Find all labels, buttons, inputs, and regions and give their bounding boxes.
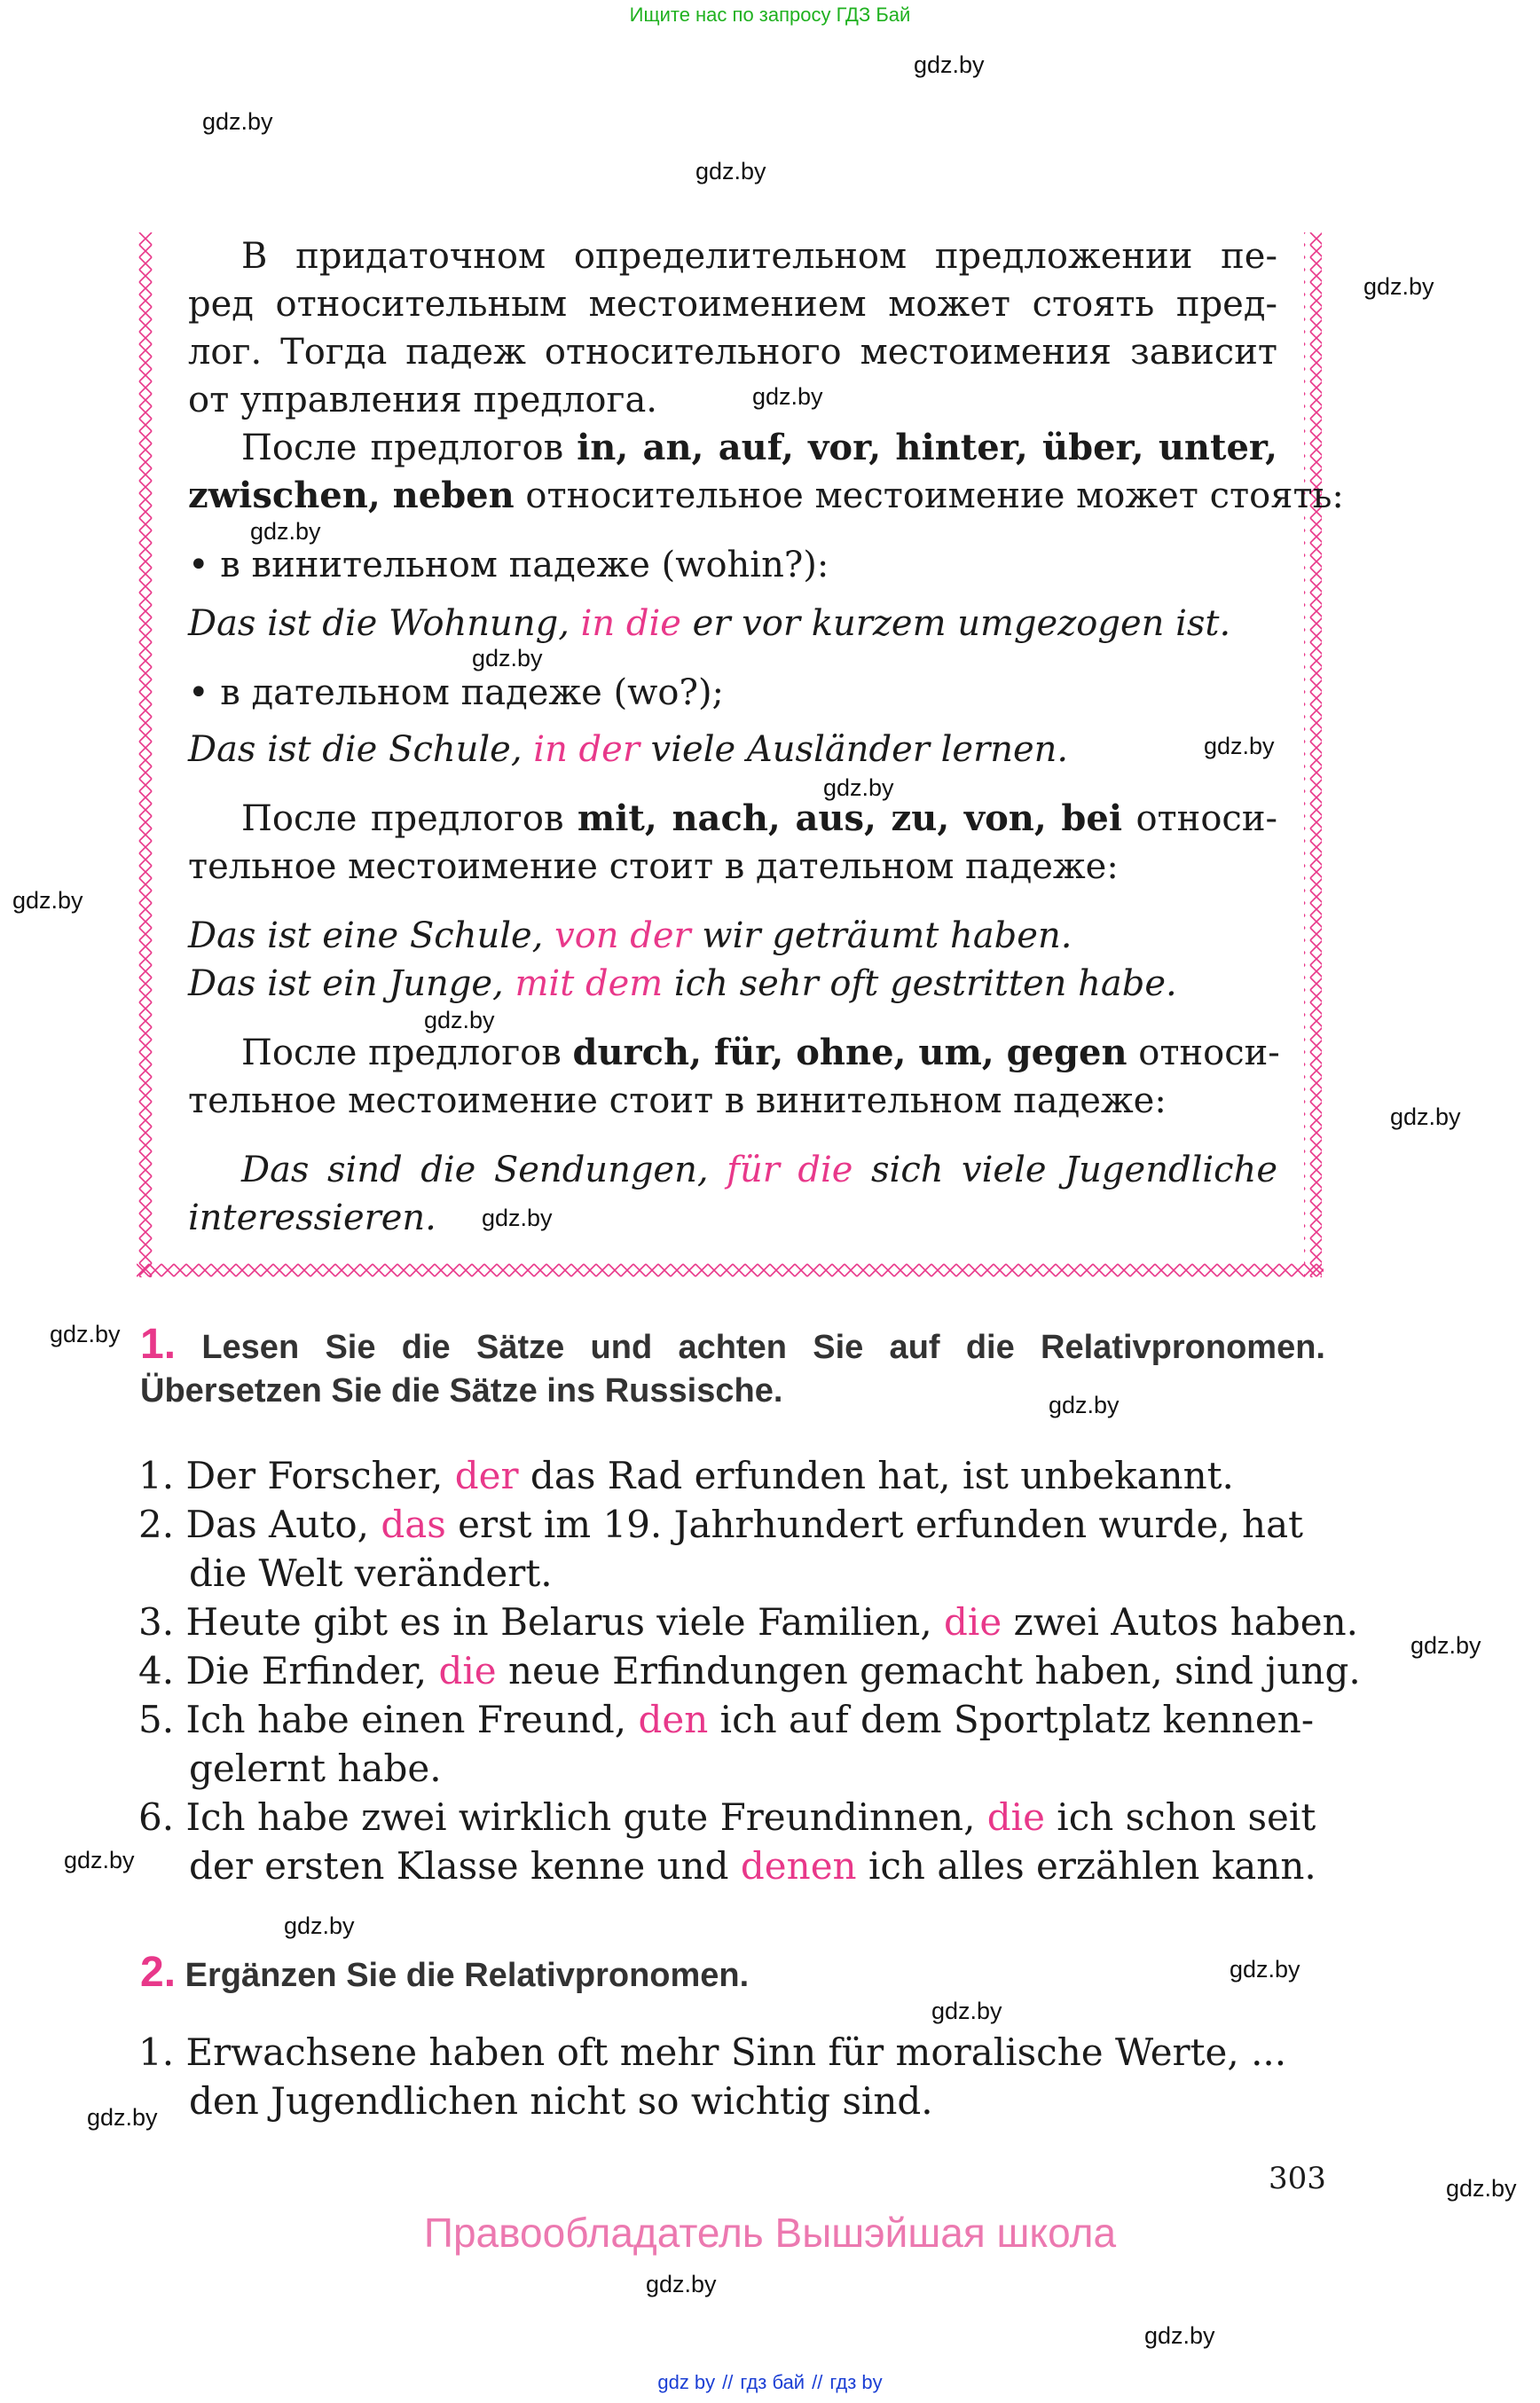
highlighted-pronoun: die bbox=[986, 1795, 1045, 1839]
sentence-continuation: die Welt verändert. bbox=[189, 1551, 553, 1595]
list-item bbox=[138, 1646, 1361, 1696]
sentence-text: ich auf dem Sportplatz kennen- bbox=[708, 1698, 1315, 1741]
exercise-instruction-text: Ergänzen Sie die Relativpronomen. bbox=[185, 1957, 750, 1994]
prepositions-list: in, an, auf, vor, hinter, über, unter, bbox=[577, 427, 1278, 468]
exercise-2-header bbox=[140, 1948, 749, 1997]
watermark: gdz.by bbox=[931, 1998, 1002, 2024]
rule-text: относи- bbox=[1127, 1033, 1280, 1073]
sentence-text: zwei Autos haben. bbox=[1002, 1600, 1358, 1644]
list-item bbox=[138, 1451, 1234, 1501]
rule-paragraph-line: ред относительным местоимением может стоять пред- bbox=[188, 284, 1277, 325]
highlighted-pronoun: in der bbox=[533, 729, 640, 770]
watermark: gdz.by bbox=[424, 1007, 495, 1033]
rule-paragraph-line bbox=[188, 472, 1344, 520]
prepositions-list: durch, für, ohne, um, gegen bbox=[572, 1032, 1128, 1073]
watermark: gdz.by bbox=[12, 887, 83, 914]
example-sentence bbox=[188, 726, 1068, 774]
sentence-text: ich alles erzählen kann. bbox=[856, 1844, 1316, 1888]
rule-paragraph-line: от управления предлога. bbox=[188, 380, 658, 420]
sentence-text: ich schon seit bbox=[1044, 1795, 1316, 1839]
list-item bbox=[138, 2028, 1286, 2077]
copyright-notice: Правообладатель Вышэйшая школа bbox=[423, 2210, 1117, 2256]
watermark: gdz.by bbox=[50, 1321, 121, 1347]
highlighted-pronoun: in die bbox=[580, 603, 681, 644]
sentence-text: Das Auto, bbox=[185, 1503, 381, 1546]
rule-paragraph-line bbox=[188, 1029, 1280, 1077]
example-text: Das sind die Sendungen, bbox=[241, 1150, 727, 1190]
example-sentence bbox=[188, 960, 1177, 1008]
list-item bbox=[138, 1598, 1358, 1647]
sentence-text: Ich habe einen Freund, bbox=[185, 1698, 639, 1741]
example-text: er vor kurzem umgezogen ist. bbox=[680, 603, 1231, 644]
highlighted-pronoun: denen bbox=[740, 1844, 857, 1888]
example-text: viele Ausländer lernen. bbox=[639, 729, 1069, 770]
sentence-text: Die Erfinder, bbox=[185, 1649, 439, 1692]
watermark: gdz.by bbox=[695, 158, 766, 185]
exercise-number: 2. bbox=[140, 1949, 177, 1996]
bullet-accusative: • в винительном падеже (wohin?): bbox=[188, 545, 829, 585]
list-item bbox=[138, 1500, 1303, 1550]
exercise-instruction-text: Lesen Sie die Sätze und achten Sie auf die Relativpronomen. bbox=[201, 1329, 1325, 1366]
example-sentence bbox=[188, 600, 1230, 648]
example-sentence: interessieren. bbox=[188, 1198, 436, 1238]
watermark: gdz.by bbox=[1410, 1632, 1481, 1659]
sentence-continuation: den Jugendlichen nicht so wichtig sind. bbox=[189, 2079, 933, 2123]
example-text: Das ist eine Schule, bbox=[188, 915, 555, 956]
highlighted-pronoun: für die bbox=[727, 1150, 853, 1190]
exercise-number: 1. bbox=[140, 1321, 177, 1368]
list-item bbox=[138, 1793, 1316, 1842]
list-item bbox=[138, 1695, 1314, 1745]
footer-link[interactable]: гдз бай bbox=[740, 2371, 805, 2393]
highlighted-pronoun: der bbox=[454, 1454, 519, 1497]
prepositions-list: mit, nach, aus, zu, von, bei bbox=[577, 797, 1123, 839]
sentence-continuation: gelernt habe. bbox=[189, 1747, 442, 1790]
watermark: gdz.by bbox=[1363, 273, 1434, 300]
item-number: 6. bbox=[138, 1795, 175, 1839]
rule-text: относительное местоимение может стоять: bbox=[514, 475, 1344, 516]
watermark: gdz.by bbox=[1390, 1103, 1461, 1130]
footer-links bbox=[0, 2371, 1540, 2394]
sentence-text: Heute gibt es in Belarus viele Familien, bbox=[185, 1600, 945, 1644]
watermark: gdz.by bbox=[472, 645, 543, 671]
footer-link[interactable]: gdz by bbox=[657, 2371, 716, 2393]
watermark: gdz.by bbox=[87, 2104, 158, 2131]
highlighted-pronoun: die bbox=[944, 1600, 1002, 1644]
bullet-dative: • в дательном падеже (wo?); bbox=[188, 672, 725, 713]
footer-link[interactable]: гдз by bbox=[829, 2371, 883, 2393]
sentence-text: erst im 19. Jahrhundert erfunden wurde, hat bbox=[445, 1503, 1304, 1546]
exercise-instruction: Übersetzen Sie die Sätze ins Russische. bbox=[140, 1372, 783, 1410]
watermark: gdz.by bbox=[250, 518, 321, 545]
example-text: wir geträumt haben. bbox=[690, 915, 1072, 956]
watermark: gdz.by bbox=[1446, 2175, 1517, 2202]
watermark: gdz.by bbox=[823, 774, 894, 801]
example-text: sich viele Jugendliche bbox=[852, 1150, 1277, 1190]
footer-separator: // bbox=[722, 2371, 734, 2393]
sentence-text: Der Forscher, bbox=[185, 1454, 455, 1497]
example-text: Das ist die Schule, bbox=[188, 729, 534, 770]
rule-paragraph-line: тельное местоимение стоит в дательном падеже: bbox=[188, 846, 1119, 887]
item-number: 1. bbox=[138, 2030, 175, 2074]
rule-text: После предлогов bbox=[241, 1033, 573, 1073]
sentence-text: das Rad erfunden hat, ist unbekannt. bbox=[518, 1454, 1234, 1497]
watermark: gdz.by bbox=[1144, 2322, 1215, 2349]
top-banner[interactable]: Ищите нас по запросу ГДЗ Бай bbox=[629, 4, 911, 26]
item-number: 2. bbox=[138, 1503, 175, 1546]
rule-text: относи- bbox=[1122, 798, 1277, 839]
watermark: gdz.by bbox=[202, 108, 273, 135]
sentence-text: Ich habe zwei wirklich gute Freundinnen, bbox=[185, 1795, 987, 1839]
rule-paragraph-line: тельное местоимение стоит в винительном падеже: bbox=[188, 1080, 1167, 1121]
prepositions-list: zwischen, neben bbox=[188, 475, 515, 516]
exercise-instruction bbox=[140, 1948, 749, 1997]
rule-paragraph-line: лог. Тогда падеж относительного местоимения зависит bbox=[188, 332, 1277, 373]
exercise-instruction bbox=[140, 1320, 1325, 1369]
rule-paragraph-line: В придаточном определительном предложении пе- bbox=[241, 236, 1277, 277]
rule-paragraph-line bbox=[188, 424, 1277, 472]
example-sentence bbox=[188, 912, 1072, 960]
footer-separator: // bbox=[812, 2371, 823, 2393]
page-number: 303 bbox=[1269, 2161, 1326, 2196]
highlighted-pronoun: den bbox=[638, 1698, 709, 1741]
example-text: Das ist ein Junge, bbox=[188, 963, 515, 1004]
watermark: gdz.by bbox=[1204, 733, 1275, 759]
highlighted-pronoun: das bbox=[381, 1503, 446, 1546]
example-text: ich sehr oft gestritten habe. bbox=[663, 963, 1177, 1004]
exercise-1-header bbox=[140, 1320, 1325, 1410]
watermark: gdz.by bbox=[752, 383, 823, 410]
rule-paragraph-line bbox=[188, 795, 1277, 843]
watermark: gdz.by bbox=[914, 51, 985, 78]
sentence-text: neue Erfindungen gemacht haben, sind jung. bbox=[496, 1649, 1361, 1692]
sentence-text: Erwachsene haben oft mehr Sinn für moralische Werte, ... bbox=[185, 2030, 1287, 2074]
sentence-text: der ersten Klasse kenne und bbox=[189, 1844, 741, 1888]
watermark: gdz.by bbox=[1230, 1956, 1300, 1983]
example-text: Das ist die Wohnung, bbox=[188, 603, 581, 644]
watermark: gdz.by bbox=[284, 1912, 355, 1939]
sentence-continuation bbox=[189, 1842, 1316, 1891]
grammar-rule-box bbox=[137, 232, 1344, 1277]
item-number: 1. bbox=[138, 1454, 175, 1497]
example-sentence bbox=[188, 1146, 1277, 1194]
item-number: 3. bbox=[138, 1600, 175, 1644]
watermark: gdz.by bbox=[482, 1205, 553, 1231]
rule-text: После предлогов bbox=[241, 798, 578, 839]
item-number: 4. bbox=[138, 1649, 175, 1692]
highlighted-pronoun: die bbox=[438, 1649, 497, 1692]
watermark: gdz.by bbox=[646, 2271, 717, 2297]
watermark: gdz.by bbox=[1049, 1392, 1120, 1418]
rule-text: После предлогов bbox=[241, 428, 578, 468]
watermark: gdz.by bbox=[64, 1847, 135, 1873]
highlighted-pronoun: von der bbox=[554, 915, 691, 956]
item-number: 5. bbox=[138, 1698, 175, 1741]
highlighted-pronoun: mit dem bbox=[515, 963, 664, 1004]
